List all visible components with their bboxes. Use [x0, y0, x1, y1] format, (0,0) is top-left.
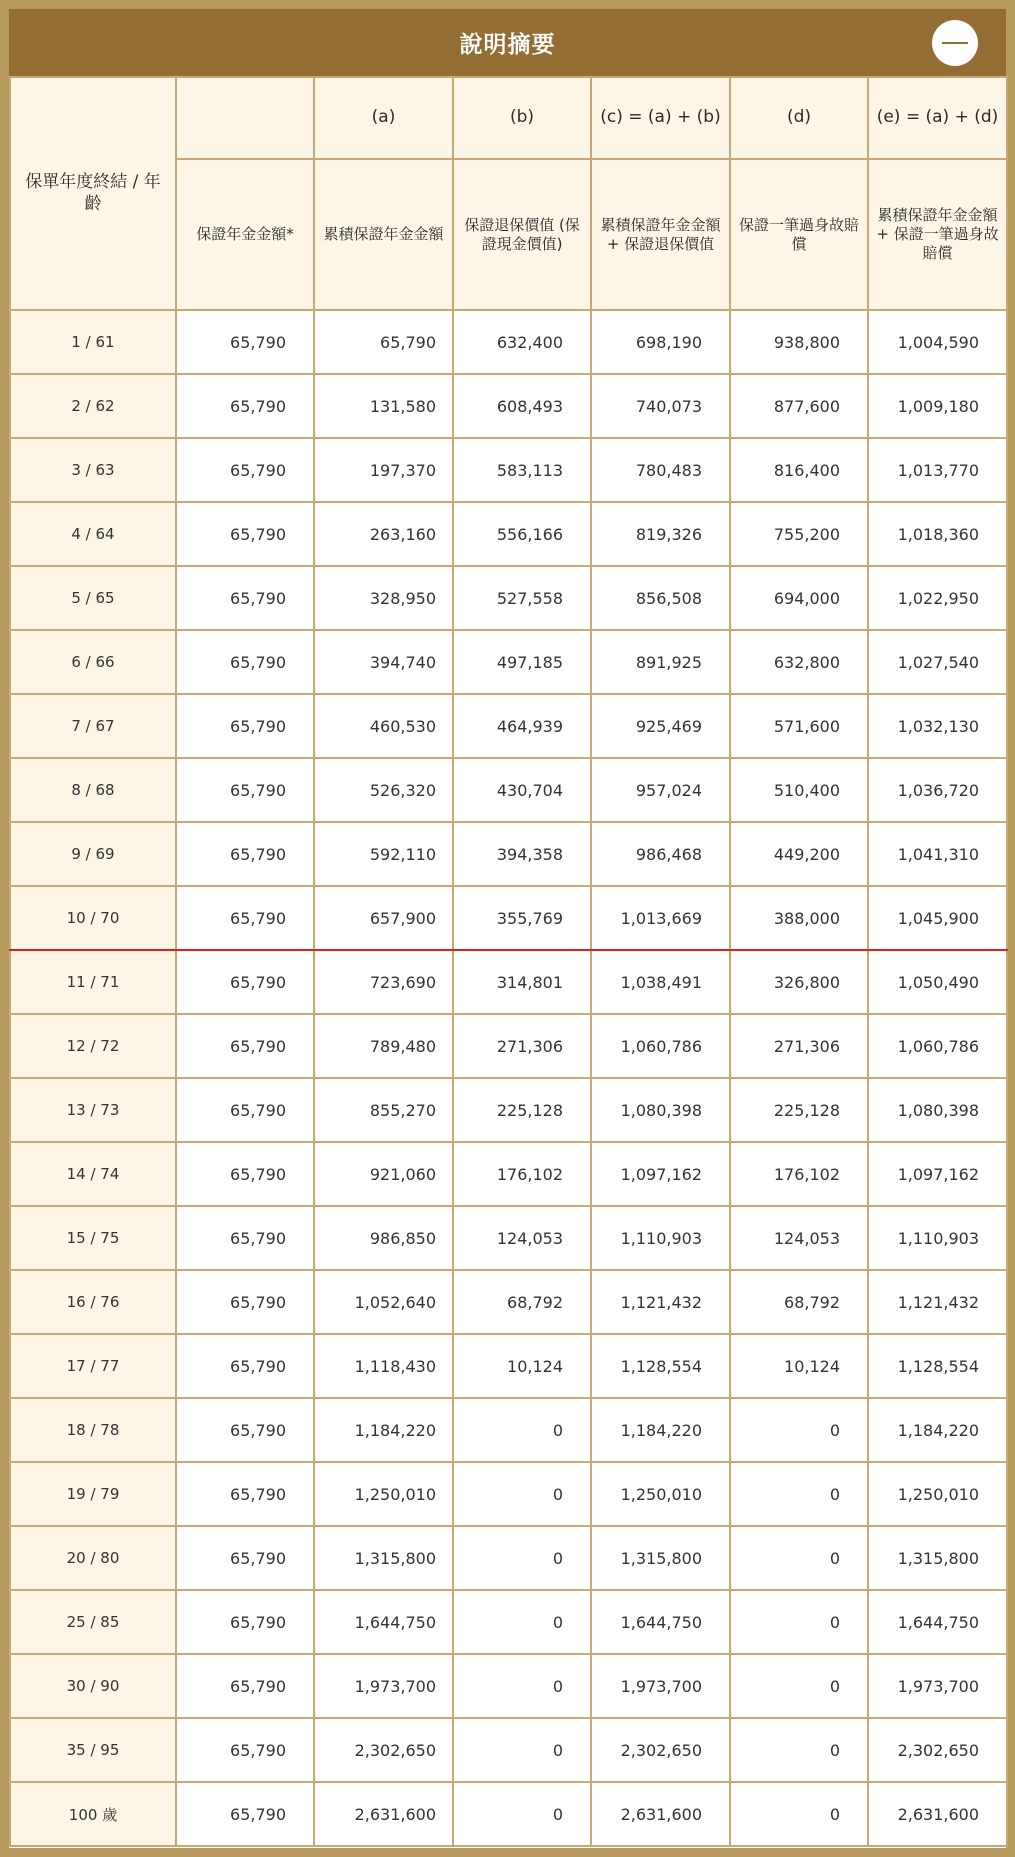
column-header-death-benefit: 保證一筆過身故賠償 [730, 159, 868, 310]
column-formula-header: (a) [314, 77, 453, 159]
row-year-age-cell: 17 / 77 [10, 1334, 176, 1398]
table-cell: 780,483 [591, 438, 730, 502]
table-cell: 510,400 [730, 758, 868, 822]
table-cell: 583,113 [453, 438, 591, 502]
table-row [10, 950, 1007, 1014]
table-cell: 2,631,600 [868, 1782, 1007, 1846]
table-cell: 957,024 [591, 758, 730, 822]
table-cell: 740,073 [591, 374, 730, 438]
table-cell: 1,060,786 [591, 1014, 730, 1078]
table-cell: 65,790 [176, 310, 314, 374]
table-cell: 0 [453, 1590, 591, 1654]
row-year-age-cell: 14 / 74 [10, 1142, 176, 1206]
collapse-button[interactable] [932, 20, 978, 66]
table-cell: 723,690 [314, 950, 453, 1014]
table-cell: 271,306 [730, 1014, 868, 1078]
table-cell: 65,790 [176, 886, 314, 950]
row-year-age-cell: 18 / 78 [10, 1398, 176, 1462]
table-cell: 65,790 [176, 1398, 314, 1462]
table-cell: 819,326 [591, 502, 730, 566]
table-cell: 65,790 [176, 1078, 314, 1142]
table-cell: 65,790 [176, 758, 314, 822]
table-row [10, 502, 1007, 566]
table-cell: 0 [730, 1590, 868, 1654]
table-cell: 1,045,900 [868, 886, 1007, 950]
table-cell: 1,110,903 [868, 1206, 1007, 1270]
year-age-header: 保單年度終結 / 年齡 [10, 77, 176, 310]
table-cell: 855,270 [314, 1078, 453, 1142]
table-cell: 527,558 [453, 566, 591, 630]
table-cell: 632,400 [453, 310, 591, 374]
row-year-age-cell: 4 / 64 [10, 502, 176, 566]
table-cell: 698,190 [591, 310, 730, 374]
table-row [10, 438, 1007, 502]
table-cell: 1,052,640 [314, 1270, 453, 1334]
table-cell: 1,644,750 [868, 1590, 1007, 1654]
table-cell: 789,480 [314, 1014, 453, 1078]
table-cell: 856,508 [591, 566, 730, 630]
table-cell: 68,792 [730, 1270, 868, 1334]
table-row [10, 1206, 1007, 1270]
table-cell: 1,036,720 [868, 758, 1007, 822]
table-cell: 986,468 [591, 822, 730, 886]
title-bar [9, 9, 1006, 76]
table-cell: 225,128 [730, 1078, 868, 1142]
table-row [10, 374, 1007, 438]
column-header-surrender-value: 保證退保價值 (保證現金價值) [453, 159, 591, 310]
formula-header-row [10, 77, 1007, 159]
row-year-age-cell: 100 歲 [10, 1782, 176, 1846]
row-year-age-cell: 30 / 90 [10, 1654, 176, 1718]
table-cell: 0 [453, 1654, 591, 1718]
table-row [10, 566, 1007, 630]
table-cell: 986,850 [314, 1206, 453, 1270]
column-header-accumulated-annuity: 累積保證年金金額 [314, 159, 453, 310]
row-year-age-cell: 10 / 70 [10, 886, 176, 950]
row-year-age-cell: 6 / 66 [10, 630, 176, 694]
summary-panel [9, 9, 1006, 1848]
table-cell: 328,950 [314, 566, 453, 630]
table-cell: 10,124 [730, 1334, 868, 1398]
row-year-age-cell: 20 / 80 [10, 1526, 176, 1590]
table-row [10, 1270, 1007, 1334]
table-cell: 0 [730, 1654, 868, 1718]
table-cell: 460,530 [314, 694, 453, 758]
table-cell: 921,060 [314, 1142, 453, 1206]
table-cell: 0 [730, 1398, 868, 1462]
table-cell: 0 [730, 1718, 868, 1782]
table-cell: 65,790 [176, 630, 314, 694]
table-cell: 1,315,800 [314, 1526, 453, 1590]
table-cell: 1,027,540 [868, 630, 1007, 694]
table-cell: 10,124 [453, 1334, 591, 1398]
table-cell: 497,185 [453, 630, 591, 694]
row-year-age-cell: 13 / 73 [10, 1078, 176, 1142]
table-cell: 271,306 [453, 1014, 591, 1078]
row-year-age-cell: 25 / 85 [10, 1590, 176, 1654]
table-cell: 1,128,554 [591, 1334, 730, 1398]
table-cell: 1,184,220 [314, 1398, 453, 1462]
table-cell: 394,358 [453, 822, 591, 886]
table-row [10, 1526, 1007, 1590]
table-row [10, 1014, 1007, 1078]
table-cell: 1,644,750 [591, 1590, 730, 1654]
table-cell: 176,102 [453, 1142, 591, 1206]
panel-title: 說明摘要 [459, 32, 556, 58]
column-header-annuity-plus-death: 累積保證年金金額 + 保證一筆過身故賠償 [868, 159, 1007, 310]
table-cell: 1,315,800 [591, 1526, 730, 1590]
table-cell: 197,370 [314, 438, 453, 502]
table-body [10, 310, 1007, 1846]
table-cell: 1,009,180 [868, 374, 1007, 438]
table-row [10, 310, 1007, 374]
table-cell: 65,790 [176, 438, 314, 502]
table-cell: 65,790 [176, 1334, 314, 1398]
table-cell: 65,790 [176, 694, 314, 758]
table-cell: 2,302,650 [591, 1718, 730, 1782]
illustration-table [9, 76, 1008, 1847]
table-cell: 571,600 [730, 694, 868, 758]
column-header-guaranteed-annuity: 保證年金金額* [176, 159, 314, 310]
table-cell: 65,790 [176, 1206, 314, 1270]
row-year-age-cell: 8 / 68 [10, 758, 176, 822]
table-cell: 1,121,432 [868, 1270, 1007, 1334]
table-cell: 1,973,700 [314, 1654, 453, 1718]
table-row [10, 1782, 1007, 1846]
table-cell: 925,469 [591, 694, 730, 758]
table-cell: 1,038,491 [591, 950, 730, 1014]
column-formula-header: (e) = (a) + (d) [868, 77, 1007, 159]
table-cell: 65,790 [176, 1782, 314, 1846]
table-cell: 1,121,432 [591, 1270, 730, 1334]
table-cell: 68,792 [453, 1270, 591, 1334]
table-cell: 314,801 [453, 950, 591, 1014]
table-cell: 694,000 [730, 566, 868, 630]
row-year-age-cell: 5 / 65 [10, 566, 176, 630]
table-cell: 65,790 [176, 502, 314, 566]
table-cell: 225,128 [453, 1078, 591, 1142]
row-year-age-cell: 35 / 95 [10, 1718, 176, 1782]
table-cell: 755,200 [730, 502, 868, 566]
table-cell: 65,790 [176, 1014, 314, 1078]
table-cell: 65,790 [176, 1654, 314, 1718]
table-cell: 1,128,554 [868, 1334, 1007, 1398]
table-cell: 1,060,786 [868, 1014, 1007, 1078]
table-cell: 65,790 [314, 310, 453, 374]
row-year-age-cell: 2 / 62 [10, 374, 176, 438]
table-cell: 131,580 [314, 374, 453, 438]
table-cell: 65,790 [176, 374, 314, 438]
table-row [10, 758, 1007, 822]
row-year-age-cell: 19 / 79 [10, 1462, 176, 1526]
table-row [10, 1142, 1007, 1206]
table-cell: 0 [730, 1462, 868, 1526]
table-cell: 430,704 [453, 758, 591, 822]
table-cell: 1,184,220 [591, 1398, 730, 1462]
table-cell: 0 [453, 1398, 591, 1462]
row-year-age-cell: 3 / 63 [10, 438, 176, 502]
table-cell: 0 [453, 1462, 591, 1526]
table-cell: 65,790 [176, 1718, 314, 1782]
table-row [10, 1462, 1007, 1526]
table-cell: 0 [730, 1782, 868, 1846]
table-cell: 65,790 [176, 1142, 314, 1206]
table-row [10, 1590, 1007, 1654]
table-row [10, 1718, 1007, 1782]
table-cell: 816,400 [730, 438, 868, 502]
table-cell: 1,184,220 [868, 1398, 1007, 1462]
column-header-annuity-plus-surrender: 累積保證年金金額 + 保證退保價值 [591, 159, 730, 310]
table-cell: 556,166 [453, 502, 591, 566]
table-cell: 632,800 [730, 630, 868, 694]
table-cell: 2,631,600 [314, 1782, 453, 1846]
table-cell: 65,790 [176, 1590, 314, 1654]
table-cell: 124,053 [730, 1206, 868, 1270]
table-cell: 526,320 [314, 758, 453, 822]
table-cell: 1,004,590 [868, 310, 1007, 374]
table-cell: 592,110 [314, 822, 453, 886]
table-cell: 657,900 [314, 886, 453, 950]
row-year-age-cell: 15 / 75 [10, 1206, 176, 1270]
table-row [10, 1078, 1007, 1142]
table-cell: 65,790 [176, 950, 314, 1014]
table-cell: 464,939 [453, 694, 591, 758]
table-cell: 608,493 [453, 374, 591, 438]
table-row [10, 822, 1007, 886]
row-year-age-cell: 16 / 76 [10, 1270, 176, 1334]
table-cell: 1,050,490 [868, 950, 1007, 1014]
table-cell: 1,250,010 [314, 1462, 453, 1526]
table-cell: 1,080,398 [868, 1078, 1007, 1142]
table-cell: 394,740 [314, 630, 453, 694]
table-cell: 65,790 [176, 1526, 314, 1590]
table-cell: 65,790 [176, 1462, 314, 1526]
table-cell: 1,973,700 [868, 1654, 1007, 1718]
table-cell: 2,302,650 [314, 1718, 453, 1782]
table-cell: 1,041,310 [868, 822, 1007, 886]
row-year-age-cell: 1 / 61 [10, 310, 176, 374]
table-row [10, 1654, 1007, 1718]
column-formula-header [176, 77, 314, 159]
table-cell: 938,800 [730, 310, 868, 374]
table-cell: 65,790 [176, 1270, 314, 1334]
column-formula-header: (c) = (a) + (b) [591, 77, 730, 159]
table-cell: 2,631,600 [591, 1782, 730, 1846]
table-cell: 263,160 [314, 502, 453, 566]
table-cell: 326,800 [730, 950, 868, 1014]
table-cell: 1,118,430 [314, 1334, 453, 1398]
table-cell: 176,102 [730, 1142, 868, 1206]
table-cell: 1,644,750 [314, 1590, 453, 1654]
table-cell: 65,790 [176, 566, 314, 630]
table-cell: 1,013,770 [868, 438, 1007, 502]
table-cell: 1,250,010 [868, 1462, 1007, 1526]
column-formula-header: (b) [453, 77, 591, 159]
table-cell: 891,925 [591, 630, 730, 694]
table-cell: 1,315,800 [868, 1526, 1007, 1590]
table-cell: 1,110,903 [591, 1206, 730, 1270]
table-cell: 124,053 [453, 1206, 591, 1270]
table-cell: 2,302,650 [868, 1718, 1007, 1782]
table-cell: 0 [730, 1526, 868, 1590]
row-year-age-cell: 12 / 72 [10, 1014, 176, 1078]
table-cell: 65,790 [176, 822, 314, 886]
table-row [10, 886, 1007, 950]
row-year-age-cell: 11 / 71 [10, 950, 176, 1014]
table-cell: 1,018,360 [868, 502, 1007, 566]
column-formula-header: (d) [730, 77, 868, 159]
table-row [10, 1398, 1007, 1462]
table-cell: 355,769 [453, 886, 591, 950]
table-row [10, 630, 1007, 694]
table-cell: 0 [453, 1782, 591, 1846]
table-cell: 1,032,130 [868, 694, 1007, 758]
table-cell: 1,022,950 [868, 566, 1007, 630]
table-cell: 0 [453, 1526, 591, 1590]
table-cell: 1,250,010 [591, 1462, 730, 1526]
table-row [10, 1334, 1007, 1398]
table-cell: 1,013,669 [591, 886, 730, 950]
table-cell: 0 [453, 1718, 591, 1782]
table-cell: 1,080,398 [591, 1078, 730, 1142]
table-cell: 449,200 [730, 822, 868, 886]
table-row [10, 694, 1007, 758]
table-cell: 1,097,162 [591, 1142, 730, 1206]
table-cell: 388,000 [730, 886, 868, 950]
table-cell: 1,973,700 [591, 1654, 730, 1718]
table-cell: 877,600 [730, 374, 868, 438]
minus-icon [942, 42, 968, 44]
table-cell: 1,097,162 [868, 1142, 1007, 1206]
row-year-age-cell: 9 / 69 [10, 822, 176, 886]
row-year-age-cell: 7 / 67 [10, 694, 176, 758]
